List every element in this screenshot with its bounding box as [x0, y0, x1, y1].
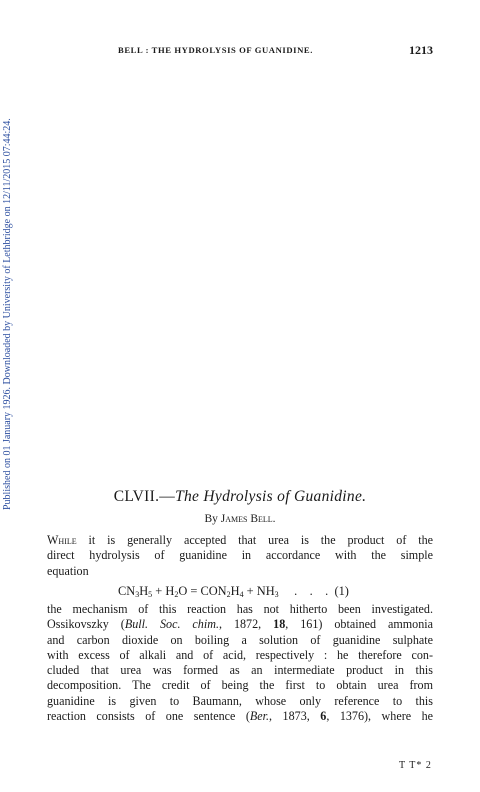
author-name: James Bell.	[220, 513, 276, 525]
equation-dots: . . .	[294, 584, 329, 598]
paragraph-2-line: guanidine is given to Baumann, whose only reference to this	[47, 693, 433, 708]
paragraph-2-line: Ossikovszky (Bull. Soc. chim., 1872, 18, 161) obtained ammonia	[47, 617, 433, 632]
paragraph-2-line: reaction consists of one sentence (Ber., 1873, 6, 1376), where he	[47, 709, 433, 724]
running-head: BELL : THE HYDROLYSIS OF GUANIDINE.	[118, 45, 313, 55]
article-title	[0, 488, 480, 506]
paragraph-1-line: equation	[47, 563, 89, 578]
paragraph-2-line: cluded that urea was formed as an intermediate product in this	[47, 663, 433, 678]
equation-number: (1)	[334, 584, 349, 598]
author-line	[0, 513, 480, 525]
paragraph-1-line: direct hydrolysis of guanidine in accordance with the simple	[47, 548, 433, 563]
signature-mark: T T* 2	[399, 760, 432, 771]
title-dash: —	[159, 488, 176, 505]
paragraph-2-line: and carbon dioxide on boiling a solution of guanidine sulphate	[47, 632, 433, 647]
download-notice: Published on 01 January 1926. Downloaded by University of Lethbridge on 12/11/2015 07:44:24.	[2, 118, 13, 510]
equation-1: $CN_3H_5 + H_2O = CON_2H_4 + NH_3$ . . . (1)	[118, 584, 349, 599]
article-number: CLVII.	[113, 488, 160, 505]
page-number: 1213	[409, 43, 433, 57]
paragraph-2-line: the mechanism of this reaction has not hitherto been investigated.	[47, 602, 433, 616]
paragraph-1	[47, 533, 433, 579]
paragraph-2-line: with excess of alkali and of acid, respectively : he therefore con-	[47, 647, 433, 662]
author-prefix: By	[204, 513, 218, 525]
article-title-text: The Hydrolysis of Guanidine.	[175, 488, 367, 505]
paragraph-2-line: decomposition. The credit of being the first to obtain urea from	[47, 678, 433, 693]
paragraph-2	[47, 602, 433, 724]
paragraph-1-line: While it is generally accepted that urea is the product of the	[47, 533, 433, 547]
